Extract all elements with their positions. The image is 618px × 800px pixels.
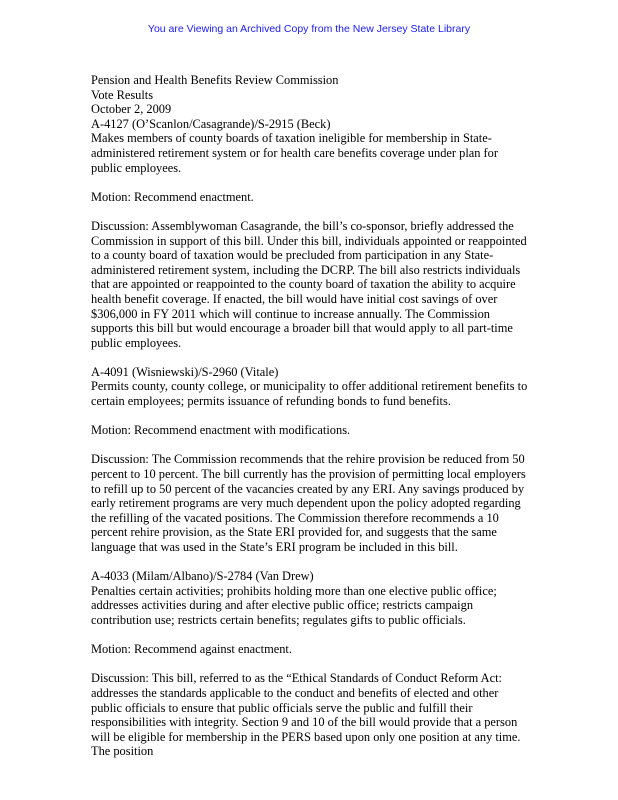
archive-banner: You are Viewing an Archived Copy from the New Jersey State Library [147,23,471,35]
bill-motion: Motion: Recommend enactment with modifications. [91,423,351,438]
bill-id: A-4127 (O’Scanlon/Casagrande)/S-2915 (Beck) [91,116,331,131]
bill-summary: Permits county, county college, or municipality to offer additional retirement benefits to certain employees; permits issuance of refunding bonds to fund benefits. [91,379,528,409]
header-vote-results: Vote Results [91,87,154,102]
bill-motion: Motion: Recommend against enactment. [91,642,292,657]
document-body [91,73,531,759]
bill-summary: Penalties certain activities; prohibits holding more than one elective public office; addresses activities during and after elective public office; restricts campaign contribution use; restricts certain benefits; regulates gifts to public officials. [91,583,497,627]
bill-summary: Makes members of county boards of taxation ineligible for membership in State-administered retirement system or for health care benefits coverage under plan for public employees. [91,131,498,175]
header-date: October 2, 2009 [91,102,172,117]
bill-motion: Motion: Recommend enactment. [91,189,254,204]
bill-discussion: Discussion: The Commission recommends that the rehire provision be reduced from 50 percent to 10 percent. The bill currently has the provision of permitting local employers to refill up to 50 percent of the vacancies created by any ERI. Any savings produced by early retirement programs are very much dependent upon the policy adopted regarding the refilling of the vacated positions. The Commission therefore recommends a 10 percent rehire provision, as the State ERI provided for, and suggests that the same language that was used in the State’s ERI program be included in this bill. [91,452,526,554]
header-commission: Pension and Health Benefits Review Commission [91,73,339,87]
bill-discussion: Discussion: This bill, referred to as the “Ethical Standards of Conduct Reform Act: addresses the standards applicable to the conduct and benefits of elected and other public officials to ensure that public officials serve the public and fulfill their responsibilities with integrity. Section 9 and 10 of the bill would provide that a person will be eligible for membership in the PERS based upon only one position at any time. The position [91,671,521,759]
bill-id: A-4091 (Wisniewski)/S-2960 (Vitale) [91,364,279,379]
bill-id: A-4033 (Milam/Albano)/S-2784 (Van Drew) [91,569,314,584]
bill-discussion: Discussion: Assemblywoman Casagrande, the bill’s co-sponsor, briefly addressed the Commission in support of this bill. Under this bill, individuals appointed or reappointed to a county board of taxation would be precluded from participation in any State-administered retirement system, including the DCRP. The bill also restricts individuals that are appointed or reappointed to the county board of taxation the ability to acquire health benefit coverage. If enacted, the bill would have initial cost savings of over $306,000 in FY 2011 which will continue to increase annually. The Commission supports this bill but would encourage a broader bill that would apply to all part-time public employees. [91,218,527,350]
